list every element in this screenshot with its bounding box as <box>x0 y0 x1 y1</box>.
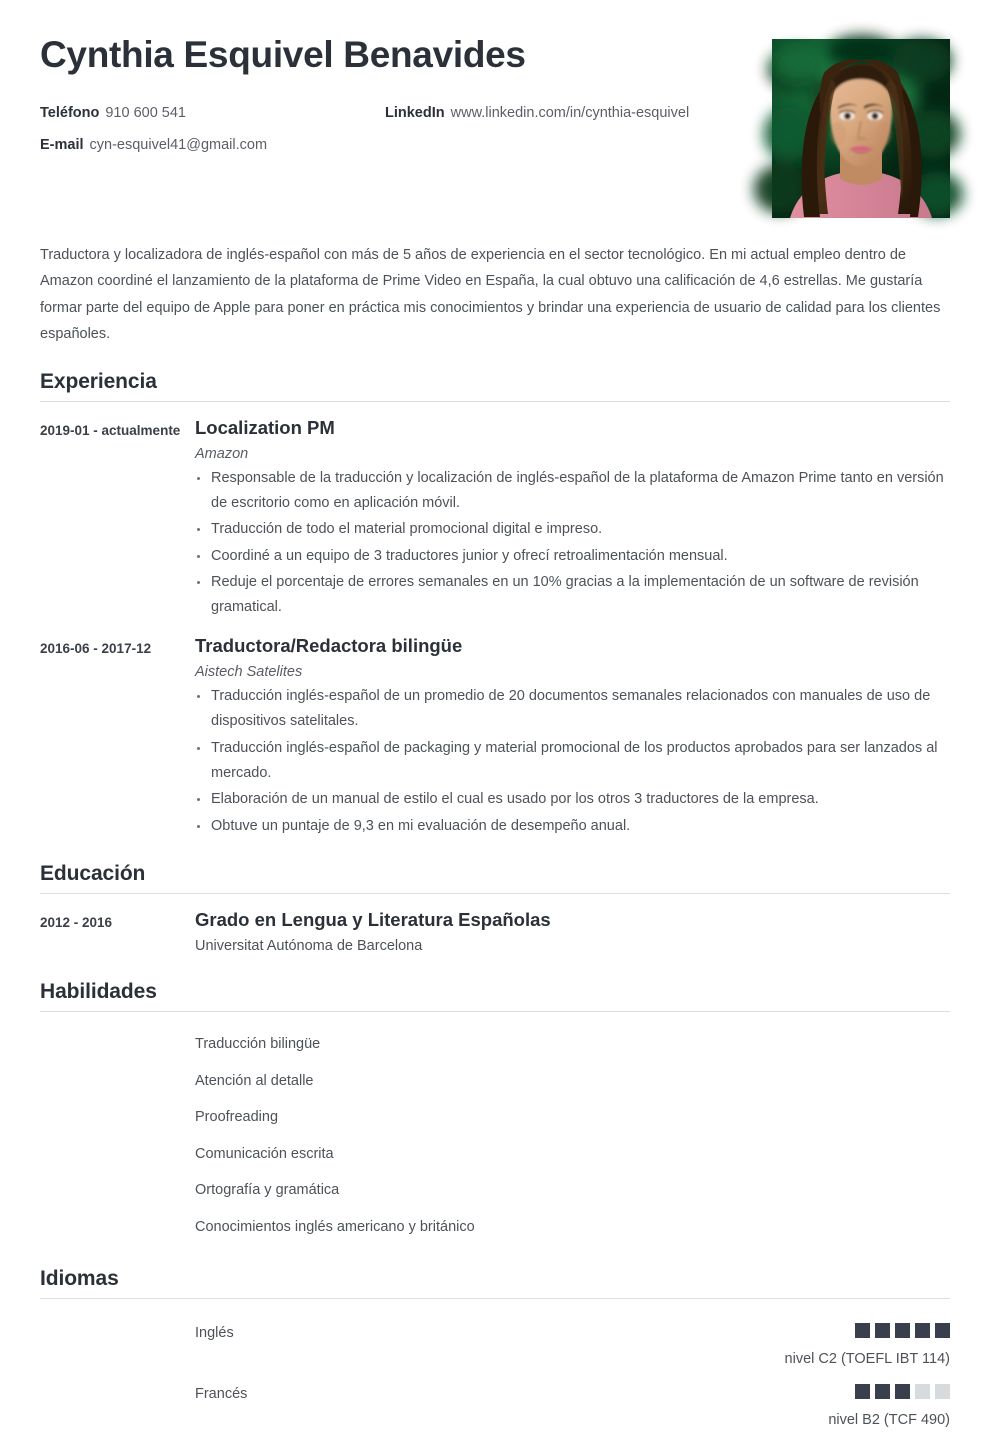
section-divider <box>40 1298 950 1299</box>
bullet-item: Responsable de la traducción y localización de inglés-español de la plataforma de Amazon Prime tanto en versión de escritorio como en aplicación móvil. <box>195 466 950 517</box>
professional-summary: Traductora y localizadora de inglés-español con más de 5 años de experiencia en el sector tecnológico. En mi actual empleo dentro de Amazon coordiné el lanzamiento de la plataforma de Prime Video en España, la cual obtuvo una calificación de 4,6 estrellas. Me gustaría formar parte del equipo de Apple para poner en práctica mis conocimientos y brindar una experiencia de usuario de calidad para los clientes españoles. <box>40 247 941 343</box>
bullet-item: Traducción inglés-español de un promedio de 20 documentos semanales relacionados con manuales de uso de dispositivos satelitales. <box>195 684 950 735</box>
experience-entry-body <box>195 416 950 622</box>
skill-item: Atención al detalle <box>195 1072 314 1089</box>
section-divider <box>40 1011 950 1012</box>
bullet-item: Traducción de todo el material promocional digital e impreso. <box>195 517 950 542</box>
education-entry-body <box>195 908 950 958</box>
contact-linkedin-label: LinkedIn <box>385 104 445 121</box>
rating-square <box>875 1384 890 1399</box>
contact-email-value[interactable]: cyn-esquivel41@gmail.com <box>89 136 268 153</box>
skill-item: Comunicación escrita <box>195 1145 334 1162</box>
bullet-item: Coordiné a un equipo de 3 traductores junior y ofrecí retroalimentación mensual. <box>195 544 950 569</box>
experience-entry <box>40 634 950 840</box>
education-entry <box>40 908 950 958</box>
skill-item: Ortografía y gramática <box>195 1182 340 1199</box>
experience-entry-body <box>195 634 950 840</box>
contact-row-1 <box>40 105 740 137</box>
language-name: Francés <box>195 1385 248 1402</box>
language-rating <box>855 1384 950 1399</box>
section-divider <box>40 893 950 894</box>
contact-linkedin-value[interactable]: www.linkedin.com/in/cynthia-esquivel <box>450 104 690 121</box>
section-skills <box>40 980 950 1245</box>
languages-list <box>40 1313 950 1434</box>
resume-header <box>40 0 950 224</box>
skill-item: Proofreading <box>195 1109 279 1126</box>
education-date: 2012 - 2016 <box>40 915 113 931</box>
bullet-item: Traducción inglés-español de packaging y material promocional de los productos aprobados para ser lanzados al mercado. <box>195 736 950 787</box>
candidate-name: Cynthia Esquivel Benavides <box>40 34 526 75</box>
contact-row-2 <box>40 137 740 169</box>
contact-phone-label: Teléfono <box>40 104 100 121</box>
education-degree: Grado en Lengua y Literatura Españolas <box>195 909 551 931</box>
section-title-skills: Habilidades <box>40 980 157 1004</box>
section-languages <box>40 1267 950 1434</box>
section-divider <box>40 401 950 402</box>
experience-role: Localization PM <box>195 416 335 438</box>
profile-photo <box>772 39 950 218</box>
section-title-education: Educación <box>40 862 146 886</box>
section-education <box>40 862 950 958</box>
contact-email[interactable] <box>40 137 267 153</box>
contact-email-label: E-mail <box>40 136 84 153</box>
contact-phone-value: 910 600 541 <box>105 104 186 121</box>
section-experience <box>40 370 950 841</box>
section-title-languages: Idiomas <box>40 1267 119 1291</box>
rating-square <box>855 1323 870 1338</box>
profile-photo-image <box>772 39 950 218</box>
education-school: Universitat Autónoma de Barcelona <box>195 938 423 955</box>
bullet-item: Reduje el porcentaje de errores semanales en un 10% gracias a la implementación de un software de revisión gramatical. <box>195 570 950 621</box>
contact-details <box>40 105 740 169</box>
section-title-experience: Experiencia <box>40 369 157 393</box>
experience-entry <box>40 416 950 622</box>
experience-bullets <box>195 466 950 621</box>
language-rating <box>855 1323 950 1338</box>
rating-square <box>855 1384 870 1399</box>
experience-date: 2019-01 - actualmente <box>40 422 181 438</box>
skills-list <box>40 1026 950 1245</box>
rating-square <box>935 1323 950 1338</box>
rating-square <box>895 1323 910 1338</box>
bullet-item: Obtuve un puntaje de 9,3 en mi evaluación de desempeño anual. <box>195 814 950 839</box>
experience-company: Aistech Satelites <box>195 663 303 680</box>
contact-phone <box>40 105 186 121</box>
experience-company: Amazon <box>195 445 249 462</box>
skill-item: Conocimientos inglés americano y británico <box>195 1218 475 1235</box>
rating-square <box>915 1323 930 1338</box>
rating-square <box>935 1384 950 1399</box>
language-row <box>195 1313 950 1374</box>
skill-item: Traducción bilingüe <box>195 1036 321 1053</box>
language-level: nivel C2 (TOEFL IBT 114) <box>784 1351 950 1368</box>
bullet-item: Elaboración de un manual de estilo el cual es usado por los otros 3 traductores de la empresa. <box>195 787 950 812</box>
experience-bullets <box>195 684 950 839</box>
language-name: Inglés <box>195 1325 234 1342</box>
contact-linkedin[interactable] <box>385 105 689 121</box>
experience-date: 2016-06 - 2017-12 <box>40 640 152 656</box>
rating-square <box>915 1384 930 1399</box>
experience-role: Traductora/Redactora bilingüe <box>195 634 463 656</box>
language-row <box>195 1374 950 1434</box>
rating-square <box>895 1384 910 1399</box>
language-level: nivel B2 (TCF 490) <box>828 1412 950 1429</box>
rating-square <box>875 1323 890 1338</box>
